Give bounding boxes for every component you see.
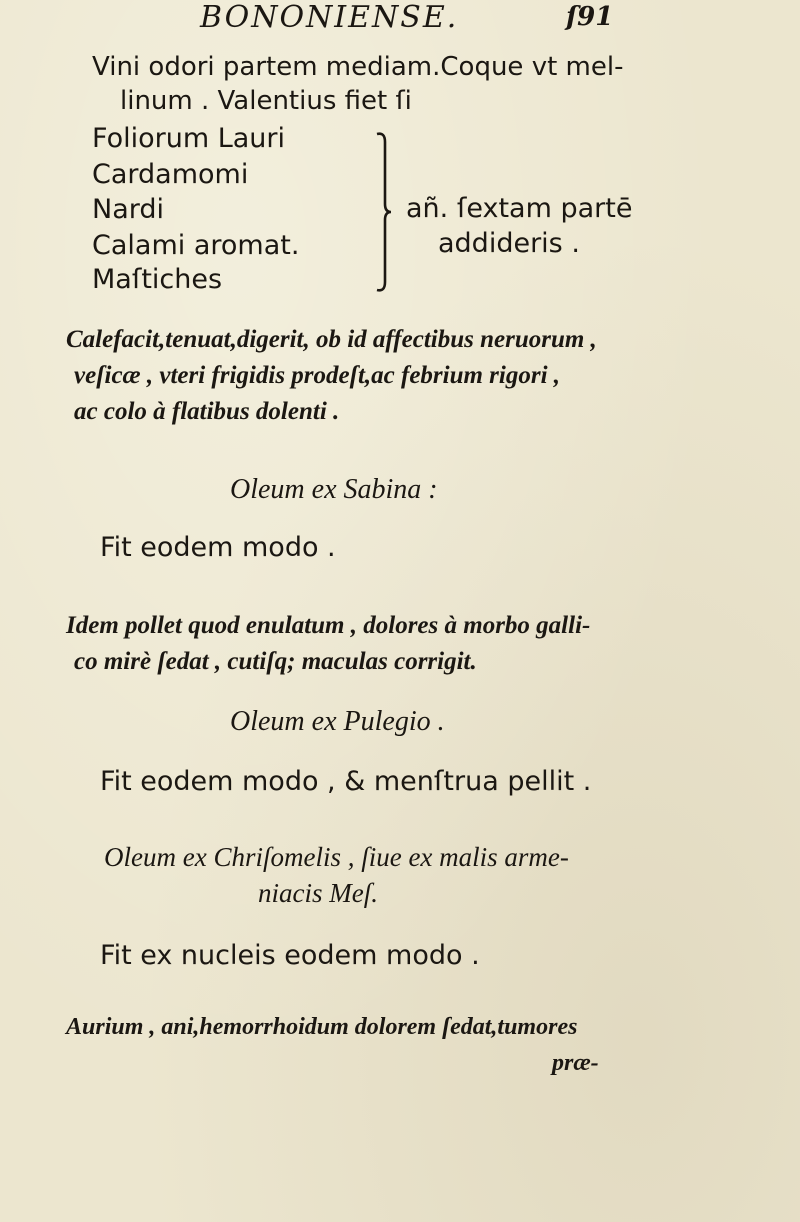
section-1-title: Oleum ex Sabina : xyxy=(230,474,438,505)
virtues-3-line: Aurium , ani,hemorrhoidum dolorem ſedat,tumores xyxy=(66,1014,578,1040)
section-3-text: Fit ex nucleis eodem modo . xyxy=(100,940,480,971)
catchword: præ- xyxy=(552,1050,599,1076)
dose-line-1: añ. ſextam partē xyxy=(406,193,633,224)
ingredient-3: Nardi xyxy=(92,194,165,225)
virtues-1-line-2: veſicæ , vteri frigidis prodeſt,ac febrium rigori , xyxy=(74,362,561,389)
running-head-title: BONONIENSE. xyxy=(200,0,459,35)
section-2-title: Oleum ex Pulegio . xyxy=(230,706,445,737)
ingredient-5: Maſtiches xyxy=(92,264,223,295)
recipe-brace-icon xyxy=(373,128,397,296)
ingredient-2: Cardamomi xyxy=(92,159,249,190)
ingredient-1: Foliorum Lauri xyxy=(92,123,286,154)
page-number-digit: 1 xyxy=(595,2,614,32)
section-3-title-line-1: Oleum ex Chriſomelis , ſiue ex malis arme- xyxy=(104,842,569,872)
page-number-prefix: ſ9 xyxy=(566,2,596,32)
section-1-text: Fit eodem modo . xyxy=(100,532,336,563)
ingredient-4: Calami aromat. xyxy=(92,230,300,261)
dose-line-2: addideris . xyxy=(438,228,580,259)
intro-line-1: Vini odori partem mediam.Coque vt mel- xyxy=(92,52,624,82)
page-number xyxy=(566,2,613,32)
section-2-text: Fit eodem modo , & menſtrua pellit . xyxy=(100,766,592,797)
virtues-1-line-1: Calefacit,tenuat,digerit, ob id affectibus neruorum , xyxy=(66,326,597,353)
intro-line-2: linum . Valentius fiet ſi xyxy=(120,86,412,116)
virtues-2-line-1: Idem pollet quod enulatum , dolores à morbo galli- xyxy=(66,612,591,639)
virtues-1-line-3: ac colo à flatibus dolenti . xyxy=(74,398,340,425)
section-3-title-line-2: niacis Meſ. xyxy=(258,878,378,908)
virtues-2-line-2: co mirè ſedat , cutiſq; maculas corrigit. xyxy=(74,648,477,675)
